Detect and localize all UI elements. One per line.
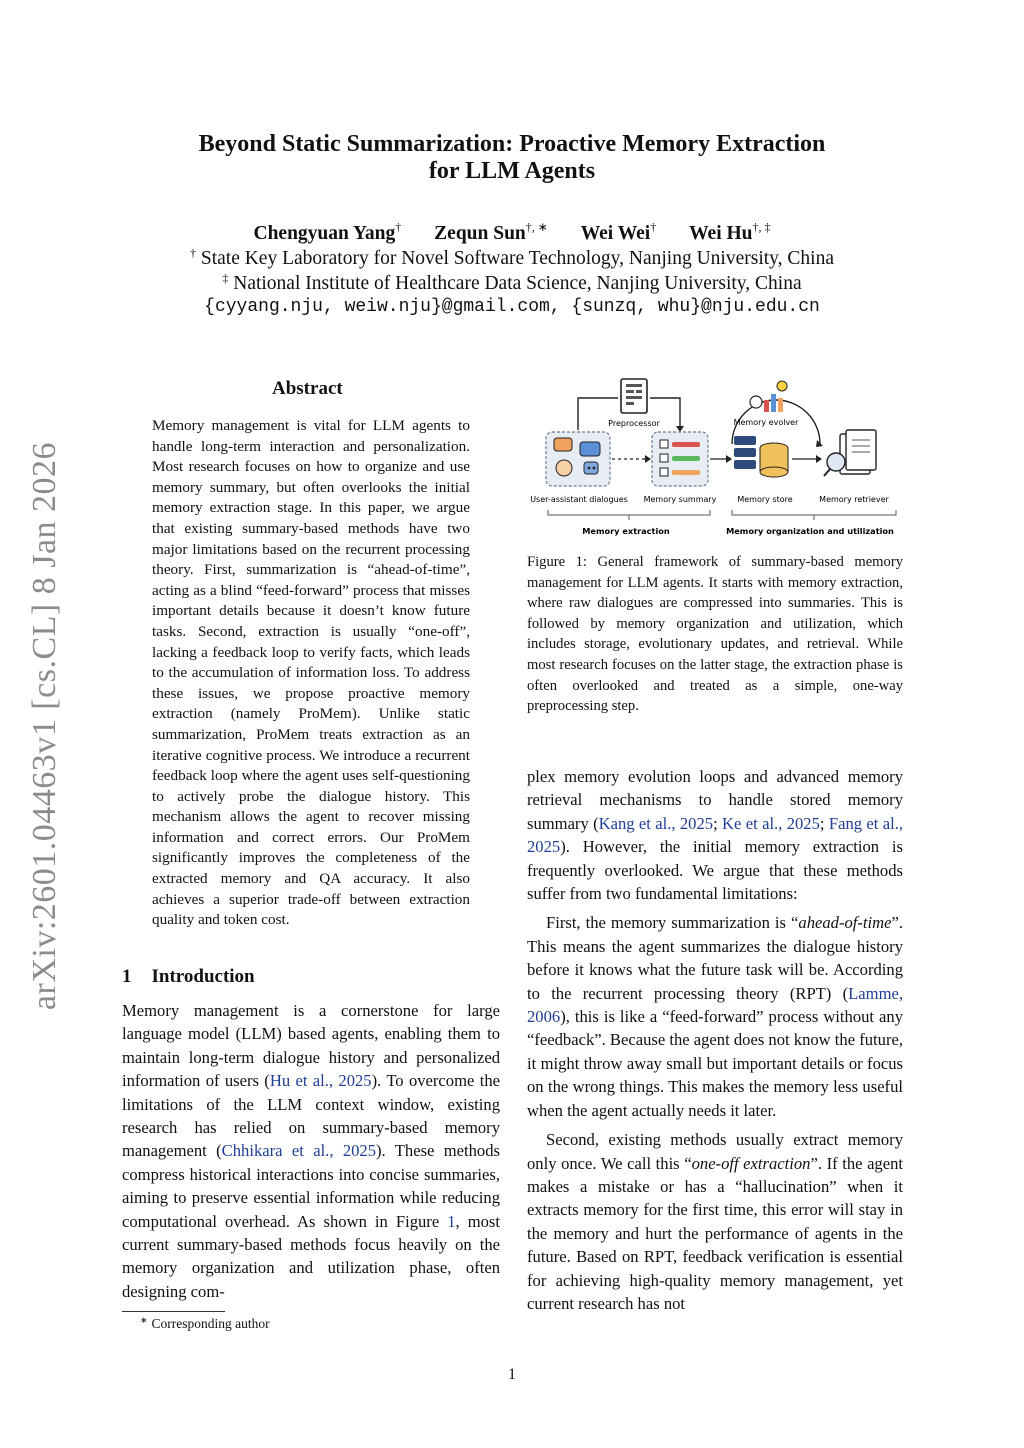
figure-1-diagram [520, 374, 910, 544]
dialogue-icon [546, 432, 610, 486]
section-heading-introduction: 1 Introduction [122, 966, 255, 987]
memory-summary-icon [652, 432, 708, 486]
footnote: ∗ Corresponding author [140, 1315, 270, 1331]
citation-link[interactable]: Kang et al., 2025 [598, 813, 714, 833]
affiliation-1: † State Key Laboratory for Novel Software Technology, Nanjing University, China [189, 246, 834, 269]
organization-group-label: Memory organization and utilization [726, 526, 894, 536]
memory-evolver-icon [750, 381, 787, 412]
abstract-body: Memory management is vital for LLM agents to handle long-term interaction and personalization. Most research focuses on how to organize and use memory summary, but often overlooks the initial memory extraction stage. In this paper, we argue that existing summary-based methods have two major limitations based on the recurrent processing theory. First, summarization is “ahead-of-time”, acting as a blind “feed-forward” process that misses important details because it doesn’t know future tasks. Second, extraction is usually “one-off”, lacking a feedback loop to verify facts, which leads to the accumulation of information loss. To address these issues, we propose proactive memory extraction (namely ProMem). Unlike static summarization, ProMem treats extraction as an iterative cognitive process. We introduce a recurrent feedback loop where the agent uses self-questioning to actively probe the dialogue history. This mechanism allows the agent to recover missing information and correct errors. Our ProMem significantly improves the completeness of the extracted memory and QA accuracy. It also achieves a superior trade-off between extraction quality and token cost. [152, 417, 470, 929]
title-line-1: Beyond Static Summarization: Proactive Memory Extraction [198, 131, 826, 157]
affiliation-2: ‡ National Institute of Healthcare Data Science, Nanjing University, China [222, 271, 802, 294]
extraction-group-label: Memory extraction [582, 526, 670, 536]
preprocessor-label: Preprocessor [608, 419, 660, 428]
paragraph: First, the memory summarization is “ahead-of-time”. This means the agent summarizes the dialogue history before it knows what the future task will be. According to the recurrent processing theory (RPT) (Lamme, 2006), this is like a “feed-forward” process without any “feedback”. Because the agent does not know the future, it might throw away small but important details or focus on the wrong things. This makes the memory less useful when the agent actually needs it later. [527, 913, 903, 1120]
citation-link[interactable]: Ke et al., 2025 [722, 813, 820, 833]
evolver-label: Memory evolver [733, 418, 799, 427]
author-emails: {cyyang.nju, weiw.nju}@gmail.com, {sunzq, whu}@nju.edu.cn [204, 297, 820, 317]
paragraph: Second, existing methods usually extract memory only once. We call this “one-off extraction”. If the agent makes a mistake or has a “hallucination” when it extracts memory for the first time, this error will stay in the memory and hurt the performance of agents in the future. Based on RPT, feedback verification is essential for achieving high-quality memory management, yet current research has not [527, 1130, 903, 1313]
author-list [0, 220, 1024, 245]
footnote-rule [122, 1311, 225, 1312]
dialogues-label: User-assistant dialogues [530, 495, 628, 504]
author: Wei Wei† [580, 220, 657, 244]
title-line-2: for LLM Agents [428, 158, 596, 184]
store-label: Memory store [737, 495, 793, 504]
citation-link[interactable]: Chhikara et al., 2025 [221, 1141, 377, 1161]
paper-title [0, 131, 1024, 185]
author: Chengyuan Yang† [253, 220, 402, 244]
figure-reference-link[interactable]: 1 [447, 1211, 456, 1231]
citation-link[interactable]: Fang et al., 2025 [527, 813, 903, 857]
citation-link[interactable]: Lamme, 2006 [527, 983, 903, 1027]
summary-label: Memory summary [643, 495, 717, 504]
author: Wei Hu†, ‡ [689, 220, 771, 244]
citation-link[interactable]: Hu et al., 2025 [269, 1071, 372, 1091]
intro-paragraph: Memory management is a cornerstone for large language model (LLM) based agents, enabling them to maintain long-term dialogue history and personalized information of users (Hu et al., 2025). To overcome the limitations of the LLM context window, existing research has relied on summary-based memory management (Chhikara et al., 2025). These methods compress historical interactions into concise summaries, aiming to preserve essential information while reducing computational overhead. As shown in Figure 1, most current summary-based methods focus heavily on the memory organization and utilization phase, often designing com- [122, 1001, 500, 1301]
arxiv-identifier: arXiv:2601.04463v1 [cs.CL] 8 Jan 2026 [26, 441, 63, 1011]
memory-store-icon [734, 436, 788, 477]
memory-retriever-icon [824, 430, 876, 476]
figure-1-caption: Figure 1: General framework of summary-based memory management for LLM agents. It starts with memory extraction, where raw dialogues are compressed into summaries. This is followed by memory organization and utilization, which includes storage, evolutionary updates, and retrieval. While most research focuses on the latter stage, the extraction phase is often overlooked and treated as a simple, one-way preprocessing step. [527, 554, 903, 715]
paragraph: plex memory evolution loops and advanced memory retrieval mechanisms to handle stored memory summary (Kang et al., 2025; Ke et al., 2025; Fang et al., 2025). However, the initial memory extraction is frequently overlooked. We argue that these methods suffer from two fundamental limitations: [527, 767, 903, 904]
abstract-heading: Abstract [272, 378, 343, 399]
right-column-text [527, 765, 903, 1315]
author: Zequn Sun†, ∗ [434, 220, 548, 244]
page-number: 1 [508, 1366, 516, 1383]
preprocessor-icon [621, 379, 647, 413]
retriever-label: Memory retriever [819, 495, 889, 504]
